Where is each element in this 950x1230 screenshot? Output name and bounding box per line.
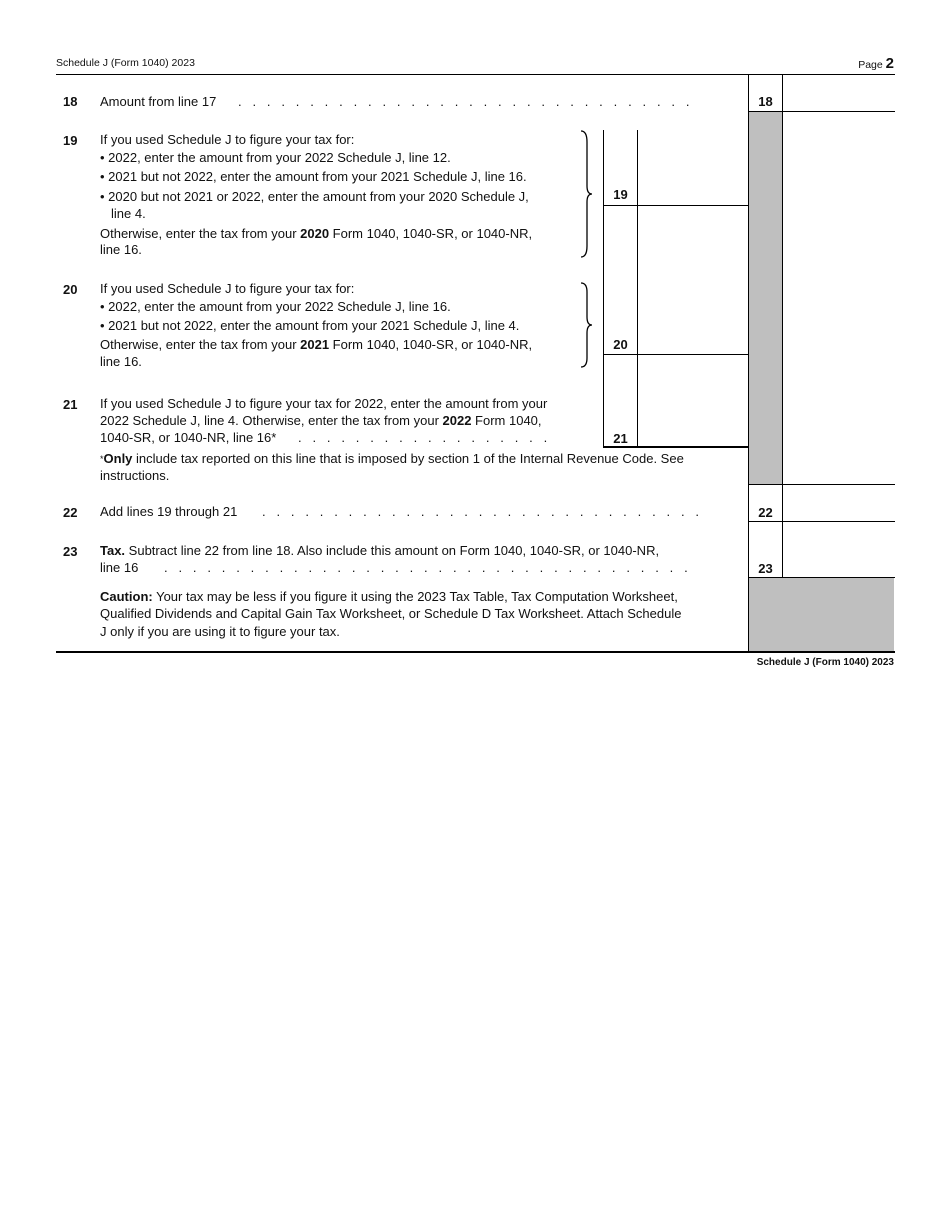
line-23-amount-field[interactable]	[784, 523, 894, 576]
caution-line-2: Qualified Dividends and Capital Gain Tax Worksheet, or Schedule D Tax Worksheet. Attach Schedule	[100, 606, 682, 621]
line-23-number: 23	[63, 544, 78, 559]
line-19-otherwise-post: Form 1040, 1040-SR, or 1040-NR,	[329, 226, 533, 241]
line-20-otherwise-post: Form 1040, 1040-SR, or 1040-NR,	[329, 337, 533, 352]
line-23-line16: line 16	[100, 560, 139, 575]
line-20-number: 20	[63, 282, 78, 297]
line-21-footnote-end: instructions.	[100, 468, 170, 483]
line-20-box-number: 20	[613, 337, 628, 352]
line-22-box-number: 22	[758, 505, 773, 520]
line-23-box-number: 23	[758, 561, 773, 576]
line-19-bullet-3-cont: line 4.	[111, 206, 146, 221]
line-21-rule	[603, 446, 748, 448]
line-18-rule	[748, 111, 895, 112]
line-22-number: 22	[63, 505, 78, 520]
line-23-text-2	[100, 559, 740, 577]
line-19-intro: If you used Schedule J to figure your tax for:	[100, 132, 355, 147]
shaded-caution-area	[749, 578, 894, 651]
line-19-otherwise-end: line 16.	[100, 242, 142, 257]
line-18-text: Amount from line 17	[100, 94, 217, 109]
footnote-rest: include tax reported on this line that is imposed by section 1 of the Internal Revenue Code. See	[132, 451, 684, 466]
line-20-year: 2021	[300, 337, 330, 352]
line-22-amount-field[interactable]	[784, 486, 894, 520]
page-number: 2	[885, 55, 894, 72]
leader-dots: . . . . . . . . . . . . . . . . . . . . . . . . . . . . . . .	[262, 504, 700, 519]
line-19-bullet-1: • 2022, enter the amount from your 2022 Schedule J, line 12.	[100, 150, 451, 165]
footnote-bold: Only	[103, 451, 133, 466]
page-number-header	[858, 55, 894, 72]
leader-dots: . . . . . . . . . . . . . . . . . .	[298, 430, 548, 445]
line-19-brace	[578, 130, 594, 258]
line-19-otherwise-pre: Otherwise, enter the tax from your	[100, 226, 301, 241]
line-21-text-1: If you used Schedule J to figure your tax for 2022, enter the amount from your	[100, 396, 548, 411]
line-19-number: 19	[63, 133, 78, 148]
line-23-rest: Subtract line 22 from line 18. Also include this amount on Form 1040, 1040-SR, or 1040-NR,	[125, 543, 660, 558]
line-21-box-number: 21	[613, 431, 628, 446]
leader-dots: . . . . . . . . . . . . . . . . . . . . . . . . . . . . . . . . . . . . .	[164, 560, 688, 575]
line-21-text-2	[100, 412, 542, 430]
top-rule	[56, 74, 895, 75]
line-18-label	[100, 93, 740, 111]
line-21-text-3	[100, 429, 548, 447]
line-20-amount-field[interactable]	[639, 207, 747, 353]
line-21-text-2-post: Form 1040,	[471, 413, 542, 428]
line-18-box-number: 18	[758, 94, 773, 109]
line-19-amount-field[interactable]	[639, 131, 747, 204]
line-21-year: 2022	[442, 413, 472, 428]
line-22-rule	[748, 521, 895, 522]
line-21-footnote	[100, 450, 684, 468]
caution-line-1	[100, 588, 678, 606]
line-18-number: 18	[63, 94, 78, 109]
line-21-number: 21	[63, 397, 78, 412]
form-name-header: Schedule J (Form 1040) 2023	[56, 57, 195, 69]
line-22-top-rule	[748, 484, 895, 485]
line-20-bullet-1: • 2022, enter the amount from your 2022 Schedule J, line 16.	[100, 299, 451, 314]
footnote-star: *	[100, 454, 104, 464]
line-20-bullet-2: • 2021 but not 2022, enter the amount from your 2021 Schedule J, line 4.	[100, 318, 520, 333]
line-19-bullet-2: • 2021 but not 2022, enter the amount from your 2021 Schedule J, line 16.	[100, 169, 527, 184]
line-20-otherwise-pre: Otherwise, enter the tax from your	[100, 337, 301, 352]
footer-form-name: Schedule J (Form 1040) 2023	[756, 657, 894, 668]
line-20-otherwise	[100, 336, 532, 354]
line-18-amount-field[interactable]	[784, 76, 894, 110]
shaded-column	[749, 112, 782, 484]
line-23-bold: Tax.	[100, 543, 126, 558]
line-20-brace	[578, 282, 594, 368]
caution-line-3: J only if you are using it to figure your tax.	[100, 624, 340, 639]
line-20-rule	[603, 354, 748, 355]
inner-col-left	[603, 130, 604, 446]
line-20-otherwise-end: line 16.	[100, 354, 142, 369]
line-19-bullet-3: • 2020 but not 2021 or 2022, enter the amount from your 2020 Schedule J,	[100, 189, 529, 204]
caution-bold: Caution:	[100, 589, 153, 604]
line-21-text-2-pre: 2022 Schedule J, line 4. Otherwise, enter the tax from your	[100, 413, 443, 428]
line-19-otherwise	[100, 225, 532, 243]
line-21-text-3-main: 1040-SR, or 1040-NR, line 16*	[100, 430, 277, 445]
line-22-text: Add lines 19 through 21	[100, 504, 238, 519]
caution-text-1: Your tax may be less if you figure it using the 2023 Tax Table, Tax Computation Worksheet,	[152, 589, 678, 604]
col-divider-right	[782, 74, 783, 651]
line-19-year: 2020	[300, 226, 330, 241]
bottom-rule	[56, 651, 895, 653]
line-23-text-1	[100, 542, 659, 560]
page-label: Page	[858, 59, 883, 71]
line-20-intro: If you used Schedule J to figure your tax for:	[100, 281, 355, 296]
line-22-label	[100, 503, 740, 521]
line-19-box-number: 19	[613, 187, 628, 202]
line-23-rule	[748, 577, 895, 578]
line-21-amount-field[interactable]	[639, 356, 747, 445]
leader-dots: . . . . . . . . . . . . . . . . . . . . . . . . . . . . . . . .	[238, 94, 690, 109]
inner-col-right	[637, 130, 638, 446]
line-19-rule	[603, 205, 748, 206]
